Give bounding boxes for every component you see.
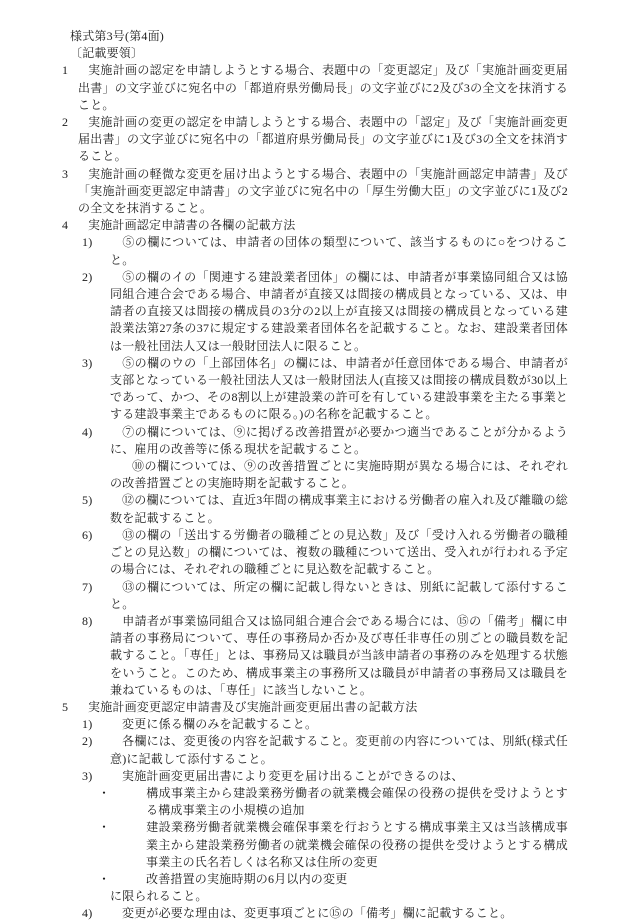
item-4-sub-6-text: ⑬の欄の「送出する労働者の職種ごとの見込数」及び「受け入れる労働者の職種ごとの見込数」の欄については、複数の職種について送出、受入れが行われる予定の場合には、それぞれの職種ごとに見込数を記載すること。 <box>110 527 568 577</box>
item-4-sub-1-number: 1) <box>82 235 93 250</box>
bullet-icon: ・ <box>98 785 111 800</box>
item-3-text: 実施計画の軽微な変更を届け出ようとする場合、表題中の「実施計画認定申請書」及び「実施計画変更認定申請書」の文字並びに宛名中の「厚生労働大臣」の文字並びに1及び2の全文を抹消すること。 <box>78 166 568 216</box>
item-5-sub-3-text: 実施計画変更届出書により変更を届け出ることができるのは、 <box>122 768 464 783</box>
item-4-sub-3-number: 3) <box>82 355 93 370</box>
item-4-sub-3-text: ⑤の欄のウの「上部団体名」の欄には、申請者が任意団体である場合、申請者が支部となっている一般社団法人又は一般財団法人(直接又は間接の構成員数が30以上であって、かつ、その8割以上が建設業の許可を有している建設事業を主たる事業とする建設事業主であるものに限る。)の名称を記載すること。 <box>110 355 568 422</box>
item-5-sub-2-text: 各欄には、変更後の内容を記載すること。変更前の内容については、別紙(様式任意)に記載して添付すること。 <box>110 734 568 766</box>
item-5-sub-1-number: 1) <box>82 717 93 732</box>
item-2-text: 実施計画の変更の認定を申請しようとする場合、表題中の「認定」及び「実施計画変更届出書」の文字並びに宛名中の「都道府県労働局長」の文字並びに1及び3の全文を抹消すること。 <box>78 115 568 164</box>
item-4-sub-7-number: 7) <box>82 579 93 594</box>
item-3-number: 3 <box>62 166 69 181</box>
bullet-icon: ・ <box>98 871 111 886</box>
item-4-sub-4-text: ⑦の欄については、⑨に掲げる改善措置が必要かつ適当であることが分かるように、雇用の改善等に係る現状を記載すること。 <box>110 424 568 456</box>
item-5-sub-3-bullet-2-text: 建設業務労働者就業機会確保事業を行おうとする構成事業主又は当該構成事業主から建設業務労働者の就業機会確保の役務の提供を受けようとする構成事業主の氏名若しくは名称又は住所の変更 <box>146 820 568 869</box>
item-5-sub-3 <box>70 768 568 785</box>
item-4-sub-5-number: 5) <box>82 493 93 508</box>
item-5-sub-4 <box>70 905 568 922</box>
item-3 <box>62 166 568 218</box>
item-5-sub-3-bullet-3 <box>70 871 568 888</box>
item-4-sub-6-number: 6) <box>82 527 93 542</box>
item-4-sub-8-text: 申請者が事業協同組合又は協同組合連合会である場合には、⑮の「備考」欄に申請者の事務局について、専任の事務局か否か及び専任非専任の別ごとの職員数を記載すること。「専任」とは、事務局又は職員が当該申請者の事務のみを処理する状態をいうこと。このため、構成事業主の事務所又は職員が申請者の事務局又は職員を兼ねているものは、「専任」に該当しないこと。 <box>110 613 568 697</box>
item-4-sub-4 <box>70 424 568 458</box>
item-1-number: 1 <box>62 63 69 78</box>
bullet-icon: ・ <box>98 820 111 835</box>
section-heading: 〔記載要領〕 <box>70 46 144 61</box>
item-2-number: 2 <box>62 115 69 130</box>
item-5-sub-3-bullet-3-text: 改善措置の実施時期の6月以内の変更 <box>146 871 348 886</box>
item-4-sub-2-text: ⑤の欄のイの「関連する建設業者団体」の欄には、申請者が事業協同組合又は協同組合連合会である場合、申請者が直接又は間接の構成員となっている、又は、申請者の直接又は間接の構成員の3分の2以上が直接又は間接の構成員となっている建設業法第27条の37に規定する建設業者団体名を記載すること。なお、建設業者団体は一般社団法人又は一般財団法人に限ること。 <box>110 269 568 353</box>
item-5-sub-4-number: 4) <box>82 906 93 921</box>
form-label: 様式第3号(第4面) <box>70 29 164 43</box>
item-4-sub-4-extra: ⑩の欄については、⑨の改善措置ごとに実施時期が異なる場合には、それぞれの改善措置ごとの実施時期を記載すること。 <box>110 459 568 491</box>
item-5 <box>62 699 568 716</box>
item-2 <box>62 114 568 166</box>
item-4-text: 実施計画認定申請書の各欄の記載方法 <box>88 218 296 233</box>
item-5-sub-1-text: 変更に係る欄のみを記載すること。 <box>122 717 318 732</box>
item-4-sub-1 <box>70 234 568 268</box>
item-4 <box>62 217 568 234</box>
item-4-sub-6 <box>70 527 568 579</box>
item-4-sub-2-number: 2) <box>82 269 93 284</box>
item-1 <box>62 62 568 114</box>
item-5-sub-3-bullet-1-text: 構成事業主から建設業務労働者の就業機会確保の役務の提供を受けようとする構成事業主の小規模の追加 <box>146 785 568 818</box>
item-4-sub-8-number: 8) <box>82 613 93 628</box>
item-5-sub-3-number: 3) <box>82 768 93 783</box>
item-5-sub-2 <box>70 733 568 767</box>
item-4-sub-2 <box>70 269 568 355</box>
item-4-number: 4 <box>62 218 69 233</box>
item-5-sub-3-bullet-1 <box>70 785 568 819</box>
item-5-sub-4-text: 変更が必要な理由は、変更事項ごとに⑮の「備考」欄に記載すること。 <box>122 906 513 921</box>
item-5-sub-3-bullet-2 <box>70 819 568 871</box>
item-5-sub-3-tail: に限られること。 <box>110 889 208 904</box>
item-4-sub-7 <box>70 579 568 613</box>
item-5-text: 実施計画変更認定申請書及び実施計画変更届出書の記載方法 <box>88 699 418 714</box>
item-5-sub-1 <box>70 716 568 733</box>
item-4-sub-4-number: 4) <box>82 424 93 439</box>
item-4-sub-5 <box>70 492 568 526</box>
item-4-sub-7-text: ⑬の欄については、所定の欄に記載し得ないときは、別紙に記載して添付すること。 <box>110 579 568 611</box>
item-5-number: 5 <box>62 699 69 714</box>
item-5-sub-2-number: 2) <box>82 734 93 749</box>
item-4-sub-8 <box>70 613 568 699</box>
item-4-sub-3 <box>70 355 568 424</box>
item-4-sub-1-text: ⑤の欄については、申請者の団体の類型について、該当するものに○をつけること。 <box>110 235 568 267</box>
item-4-sub-5-text: ⑫の欄については、直近3年間の構成事業主における労働者の雇入れ及び離職の総数を記載すること。 <box>110 493 568 525</box>
item-1-text: 実施計画の認定を申請しようとする場合、表題中の「変更認定」及び「実施計画変更届出書」の文字並びに宛名中の「都道府県労働局長」の文字並びに2及び3の全文を抹消すること。 <box>78 63 568 112</box>
